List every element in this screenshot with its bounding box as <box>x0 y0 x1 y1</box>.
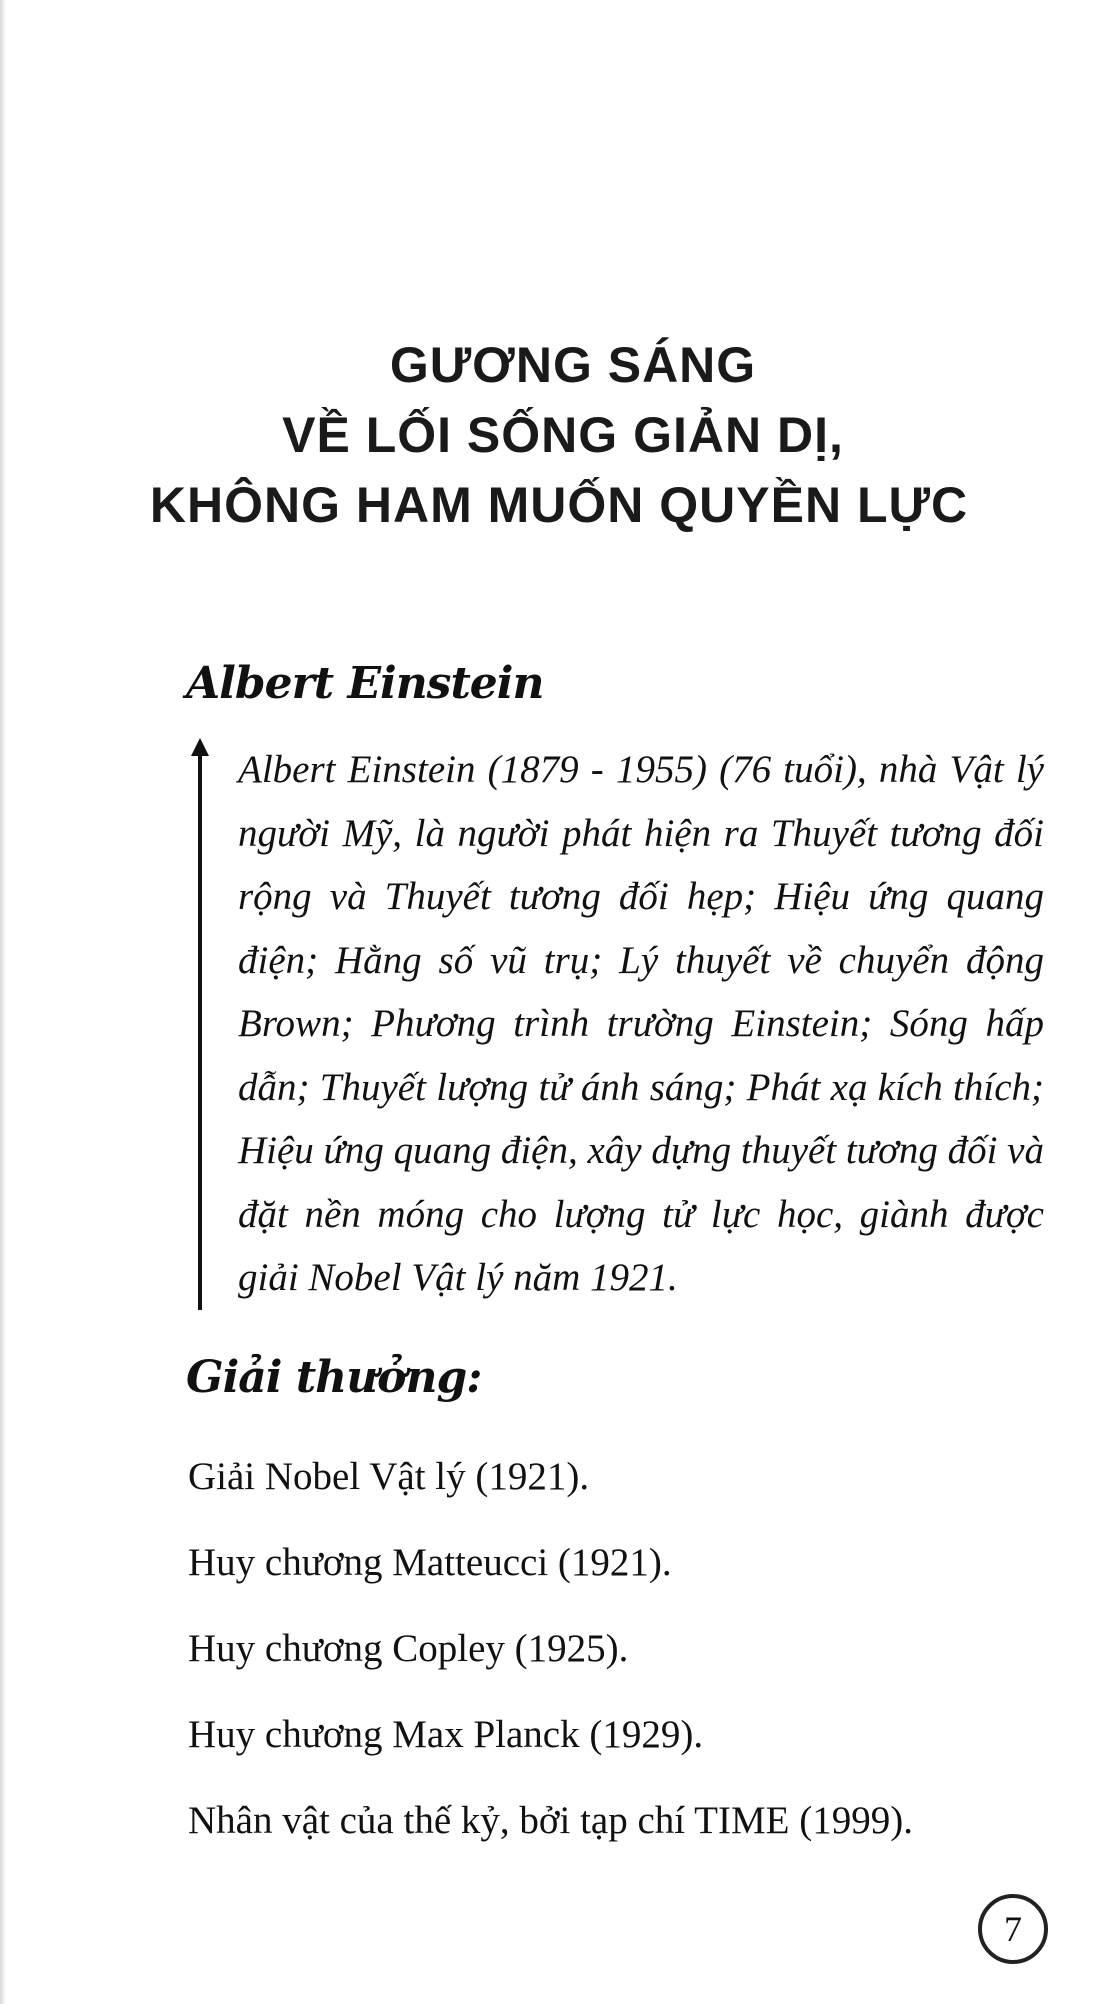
person-name: Albert Einstein <box>186 658 544 709</box>
award-item: Nhân vật của thế kỷ, bởi tạp chí TIME (1999). <box>188 1799 913 1842</box>
heading-line-3: KHÔNG HAM MUỐN QUYỀN LỰC <box>149 477 969 533</box>
award-item: Huy chương Copley (1925). <box>188 1627 629 1670</box>
awards-title: Giải thưởng: <box>186 1352 482 1403</box>
heading-line-2: VỀ LỐI SỐNG GIẢN DỊ, <box>282 407 844 463</box>
award-item: Giải Nobel Vật lý (1921). <box>188 1455 590 1498</box>
biography-paragraph: Albert Einstein (1879 - 1955) (76 tuổi), nhà Vật lý người Mỹ, là người phát hiện ra Thuyết tương đối rộng và Thuyết tương đối hẹp; Hiệu ứng quang điện; Hằng số vũ trụ; Lý thuyết về chuyển động Brown; Phương trình trường Einstein; Sóng hấp dẫn; Thuyết lượng tử ánh sáng; Phát xạ kích thích; Hiệu ứng quang điện, xây dựng thuyết tương đối và đặt nền móng cho lượng tử lực học, giành được giải Nobel Vật lý năm 1921. <box>238 748 1044 1299</box>
heading-line-1: GƯƠNG SÁNG <box>389 337 757 393</box>
page-number: 7 <box>978 1894 1048 1964</box>
award-item: Huy chương Matteucci (1921). <box>188 1541 672 1584</box>
award-item: Huy chương Max Planck (1929). <box>188 1713 704 1756</box>
page-edge <box>0 0 6 2004</box>
chapter-heading <box>0 330 1118 540</box>
awards-list <box>188 1434 913 1864</box>
bio-margin-line <box>198 752 202 1310</box>
